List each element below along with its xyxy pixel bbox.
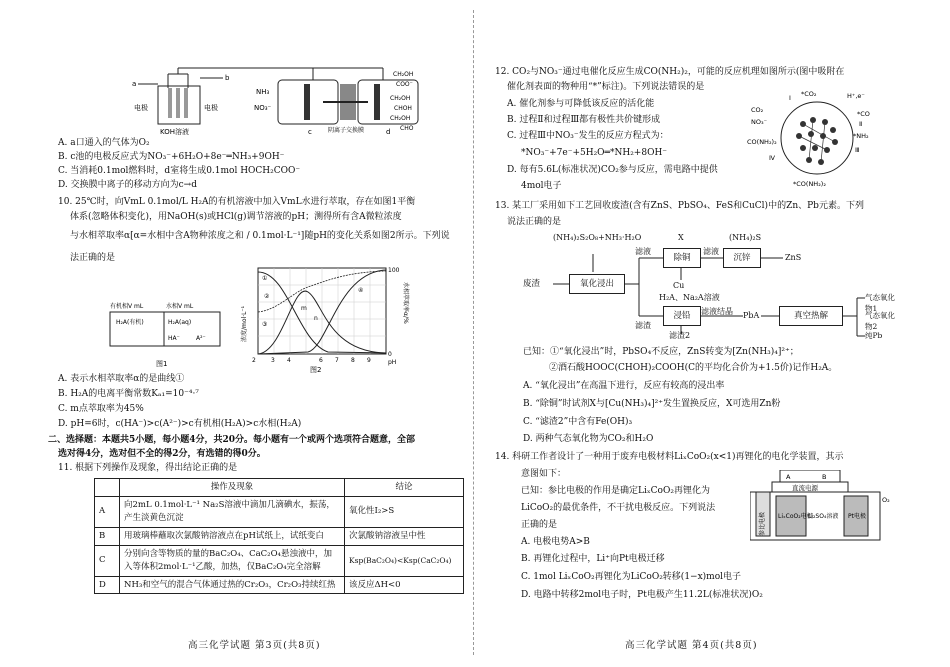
fig2-point-n: n: [314, 315, 318, 322]
fig2-curve-1: ①: [262, 275, 268, 282]
q13-zns: ZnS: [785, 253, 802, 262]
q13-flow-diagram: [523, 232, 895, 342]
q13-stem-2: 说法正确的是: [507, 217, 562, 227]
q11-row-a: [95, 496, 464, 527]
q13-cu: Cu: [673, 281, 685, 290]
q12-label-nh2: *NH₂: [853, 132, 869, 140]
q9-label-electrode-r: 电极: [204, 104, 218, 112]
fig2-curve-2: ②: [264, 293, 270, 300]
fig1-ha: HA⁻: [168, 335, 180, 342]
q10-stem-1: 10. 25℃时，向VmL 0.1mol/L H₂A的有机溶液中加入VmL水进行萃取，存在如图1平衡: [58, 197, 416, 207]
q9-option-d: D. 交换膜中离子的移动方向为c→d: [58, 180, 197, 190]
q13-h2a: H₂A、Na₂A溶液: [659, 293, 720, 302]
q14-option-a: A. 电极电势A>B: [521, 537, 590, 547]
q12-label-he: H⁺,e⁻: [847, 92, 865, 100]
fig1-org-label: 有机相V mL: [110, 303, 144, 310]
q14-label-b: B: [822, 473, 827, 481]
section-heading-2: 选对得4分，选对但不全的得2分，有选错的得0分。: [58, 449, 266, 459]
q13-option-d: D. 两种气态氧化物为CO₂和H₂O: [523, 434, 654, 444]
q14-label-ref: 参比电极: [759, 511, 766, 536]
q11-row-key: B: [95, 527, 120, 545]
q14-stem-3: 已知：参比电极的作用是确定LiₓCoO₂再锂化为: [521, 486, 710, 496]
q12-mechanism-figure: [747, 86, 887, 190]
q9-label-membrane: 阴离子交换膜: [328, 127, 365, 134]
q11-row-key: D: [95, 576, 120, 594]
fig2-xtick-4: 4: [287, 357, 291, 364]
left-page: [48, 0, 458, 667]
q11-row-c: [95, 545, 464, 576]
q12-stem-1: 12. CO₂与NO₃⁻通过电催化反应生成CO(NH₂)₂，可能的反应机理如图所示(图中吸附在: [495, 67, 845, 77]
q12-label-co2: CO₂: [751, 106, 764, 114]
q11-row-key: C: [95, 545, 120, 576]
q11-row-b: [95, 527, 464, 545]
fig2-ylabel: 浓度/mol·L⁻¹: [241, 305, 248, 342]
q9-cell-figure: [128, 66, 428, 138]
q14-stem-2: 意图如下：: [521, 469, 567, 479]
q10-option-d: D. pH=6时，c(HA⁻)>c(A²⁻)>c有机相(H₂A)>c水相(H₂A): [58, 419, 302, 429]
right-page: [495, 0, 895, 667]
left-footer: 高三化学试题 第3页(共8页): [188, 640, 321, 651]
q9-label-koh: KOH溶液: [160, 128, 189, 136]
q12-label-ii: Ⅱ: [859, 120, 863, 128]
q12-label-i: I: [789, 94, 791, 102]
q14-label-licoo: LiₓCoO₂电极: [778, 513, 813, 520]
q9-label-electrode-l: 电极: [134, 104, 148, 112]
q12-label-iv: Ⅳ: [769, 154, 775, 162]
q11-row-con: 氧化性I₂>S: [345, 496, 464, 527]
fig1-h2a-org: H₂A(有机): [116, 319, 144, 326]
q14-label-pt: Pt电极: [848, 513, 866, 520]
q14-stem-5: 正确的是: [521, 520, 558, 530]
fig2-xtick-8: 8: [351, 357, 355, 364]
q14-label-li2so4: Li₂SO₄溶液: [808, 513, 839, 520]
q14-option-d: D. 电路中转移2mol电子时，Pt电极产生11.2L(标准状况)O₂: [521, 590, 763, 600]
q12-option-b: B. 过程Ⅱ和过程Ⅲ都有极性共价键形成: [507, 115, 661, 125]
q12-label-urea: CO(NH₂)₂: [747, 138, 777, 146]
q11-row-key: A: [95, 496, 120, 527]
q11-row-con: Ksp(BaC₂O₄)<Ksp(CaC₂O₄): [345, 545, 464, 576]
q9-label-a: a: [132, 80, 137, 88]
q13-stem-1: 13. 某工厂采用如下工艺回收废渣(含有ZnS、PbSO₄、FeS和CuCl)中的Zn、Pb元素。下列: [495, 201, 864, 211]
q9-label-ch2oh2: CH₂OH: [390, 95, 411, 102]
fig2-xtick-2: 2: [252, 357, 256, 364]
q13-oxidize-box: 氧化浸出: [569, 274, 625, 294]
q9-label-cho: CHO: [400, 125, 414, 132]
fig1-a2: A²⁻: [196, 335, 206, 342]
fig1-h2a-aq: H₂A(aq): [168, 319, 192, 326]
q12-option-a: A. 催化剂参与可降低该反应的活化能: [507, 99, 655, 109]
q11-row-d: [95, 576, 464, 594]
q9-label-ch2oh: CH₂OH: [393, 71, 414, 78]
section-heading: 二、选择题：本题共5小题，每小题4分，共20分。每小题有一个或两个选项符合题意，全部: [48, 435, 416, 445]
q14-option-c: C. 1mol LiₓCoO₂再锂化为LiCoO₂转移(1−x)mol电子: [521, 572, 742, 582]
fig2-point-m: m: [301, 305, 307, 312]
q14-label-o2: O₂: [882, 496, 890, 504]
q11-row-con: 次氯酸钠溶液呈中性: [345, 527, 464, 545]
q12-label-no3: NO₃⁻: [751, 118, 768, 126]
q13-purepb: 纯Pb: [865, 331, 883, 340]
fig1-caption: 图1: [156, 360, 168, 368]
q10-option-b: B. H₂A的电离平衡常数Kₐ₁=10⁻⁴·⁷: [58, 389, 199, 399]
fig2-y2tick-100: 100: [388, 267, 400, 274]
q9-option-c: C. 当消耗0.1mol燃料时，d室将生成0.1mol HOCH₂COO⁻: [58, 166, 301, 176]
q9-label-no3: NO₃⁻: [254, 104, 272, 112]
q12-option-c: C. 过程Ⅲ中NO₃⁻发生的反应方程式为：: [507, 131, 669, 141]
q11-table-head: [95, 479, 464, 497]
q13-leach-pb-box: 浸铅: [663, 306, 701, 326]
q11-row-op: 向2mL 0.1mol·L⁻¹ Na₂S溶液中滴加几滴碘水，振荡，产生淡黄色沉淀: [120, 496, 345, 527]
q9-option-b: B. c池的电极反应式为NO₃⁻+6H₂O+8e⁻═NH₃+9OH⁻: [58, 152, 285, 162]
fig2-curve-4: ④: [358, 287, 364, 294]
q12-label-co2-star: *CO₂: [801, 90, 817, 98]
q13-filtrate-3: 滤液结晶: [701, 307, 733, 316]
q14-stem-4: LiCoO₂的最优条件，不干扰电极反应。下列说法: [521, 503, 716, 513]
fig2-xtick-3: 3: [271, 357, 275, 364]
column-divider: [473, 10, 474, 655]
q9-label-c: c: [308, 128, 312, 136]
q13-option-c: C. “滤渣2”中含有Fe(OH)₃: [523, 417, 633, 427]
q13-slag: 滤渣: [635, 321, 651, 330]
q10-fig2: [238, 262, 413, 374]
q14-stem-1: 14. 科研工作者设计了一种用于废弃电极材料LiₓCoO₂(x<1)再锂化的电化学装置，其示: [495, 452, 844, 462]
q11-head-con: 结论: [345, 479, 464, 497]
q13-vacuum-box: 真空热解: [779, 306, 843, 326]
fig1-water-label: 水相V mL: [166, 303, 194, 310]
q12-label-urea-star: *CO(NH₂)₂: [793, 180, 826, 188]
fig2-caption: 图2: [310, 366, 322, 374]
q11-table: [94, 478, 464, 594]
q9-label-d: d: [386, 128, 391, 136]
q12-option-c-eq: *NO₃⁻+7e⁻+5H₂O═*NH₂+8OH⁻: [521, 148, 668, 158]
q9-label-b: b: [225, 74, 230, 82]
q12-label-co: *CO: [857, 110, 870, 118]
q10-option-a: A. 表示水相萃取率α的是曲线①: [58, 374, 185, 384]
q10-stem-2: 体系(忽略体积变化)，用NaOH(s)或HCl(g)调节溶液的pH；测得所有含A微粒浓度: [70, 212, 402, 222]
fig2-xtick-6: 6: [319, 357, 323, 364]
q12-label-iii: Ⅲ: [855, 146, 860, 154]
fig2-curve-3: ③: [262, 321, 268, 328]
fig2-xtick-9: 9: [367, 357, 371, 364]
q11-stem: 11. 根据下列操作及现象，得出结论正确的是: [58, 463, 238, 473]
q9-label-nh3: NH₃: [256, 88, 270, 96]
q11-row-op: 用玻璃棒蘸取次氯酸钠溶液点在pH试纸上，试纸变白: [120, 527, 345, 545]
q13-note-2: ②酒石酸HOOC(CHOH)₂COOH(C的平均化合价为+1.5价)记作H₂A。: [549, 363, 838, 373]
q13-remove-cu-box: 除铜: [663, 248, 701, 268]
q13-waste: 废渣: [523, 279, 541, 289]
q10-stem-3: 与水相萃取率α[α=水相中含A物种浓度之和 / 0.1mol·L⁻¹]随pH的变化关系如图2所示。下列说: [70, 231, 450, 241]
q11-row-op: NH₃和空气的混合气体通过热的Cr₂O₃，Cr₂O₃持续红热: [120, 576, 345, 594]
q12-stem-2: 催化剂表面的物种用“*”标注)。下列说法错误的是: [507, 82, 705, 92]
q10-fig1: [108, 300, 228, 372]
q13-filtrate-2: 滤液: [703, 247, 719, 256]
q13-x: X: [678, 233, 684, 242]
q9-label-coo: COO⁻: [396, 81, 413, 88]
q13-gas1: 气态氧化物1: [865, 293, 895, 314]
q9-label-choh: CHOH: [394, 105, 412, 112]
q13-note-1: 已知：①“氧化浸出”时，PbSO₄不反应，ZnS转变为[Zn(NH₃)₄]²⁺；: [523, 347, 799, 357]
q10-stem-4: 法正确的是: [70, 253, 116, 263]
q14-option-b: B. 再锂化过程中，Li⁺向Pt电极迁移: [521, 554, 665, 564]
q13-slag2: 滤渣2: [669, 331, 691, 340]
right-footer: 高三化学试题 第4页(共8页): [625, 640, 758, 651]
q13-filtrate: 滤液: [635, 247, 651, 256]
q13-option-a: A. “氧化浸出”在高温下进行，反应有较高的浸出率: [523, 381, 725, 391]
q11-row-con: 该反应ΔH<0: [345, 576, 464, 594]
q14-label-a: A: [786, 473, 791, 481]
q12-option-d-2: 4mol电子: [521, 181, 562, 191]
q14-label-power: 直流电源: [792, 484, 818, 492]
q9-label-ch2oh3: CH₂OH: [390, 115, 411, 122]
fig2-xlabel: pH: [388, 359, 397, 366]
q13-pba: PbA: [743, 311, 760, 320]
q12-option-d: D. 每有5.6L(标准状况)CO₂参与反应，需电路中提供: [507, 165, 718, 175]
fig2-ylabel2: 水相萃取率α/%: [402, 282, 409, 324]
q9-option-a: A. a口通入的气体为O₂: [58, 138, 150, 148]
q13-precip-zn-box: 沉锌: [723, 248, 761, 268]
q13-option-b: B. “除铜”时试剂X与[Cu(NH₃)₄]²⁺发生置换反应，X可选用Zn粉: [523, 399, 781, 409]
fig2-xtick-7: 7: [335, 357, 339, 364]
q14-cell-figure: [750, 470, 895, 542]
q13-nh4s: (NH₄)₂S: [729, 233, 762, 242]
fig2-y2tick-0: 0: [388, 351, 392, 358]
q10-option-c: C. m点萃取率为45%: [58, 404, 144, 414]
q11-head-op: 操作及现象: [120, 479, 345, 497]
q13-gas2: 气态氧化物2: [865, 311, 895, 332]
q11-row-op: 分别向含等物质的量的BaC₂O₄、CaC₂O₄悬浊液中，加入等体积2mol·L⁻¹乙酸，加热，仅BaC₂O₄完全溶解: [120, 545, 345, 576]
q13-reagent: (NH₄)₂S₂O₈+NH₃·H₂O: [553, 233, 642, 242]
